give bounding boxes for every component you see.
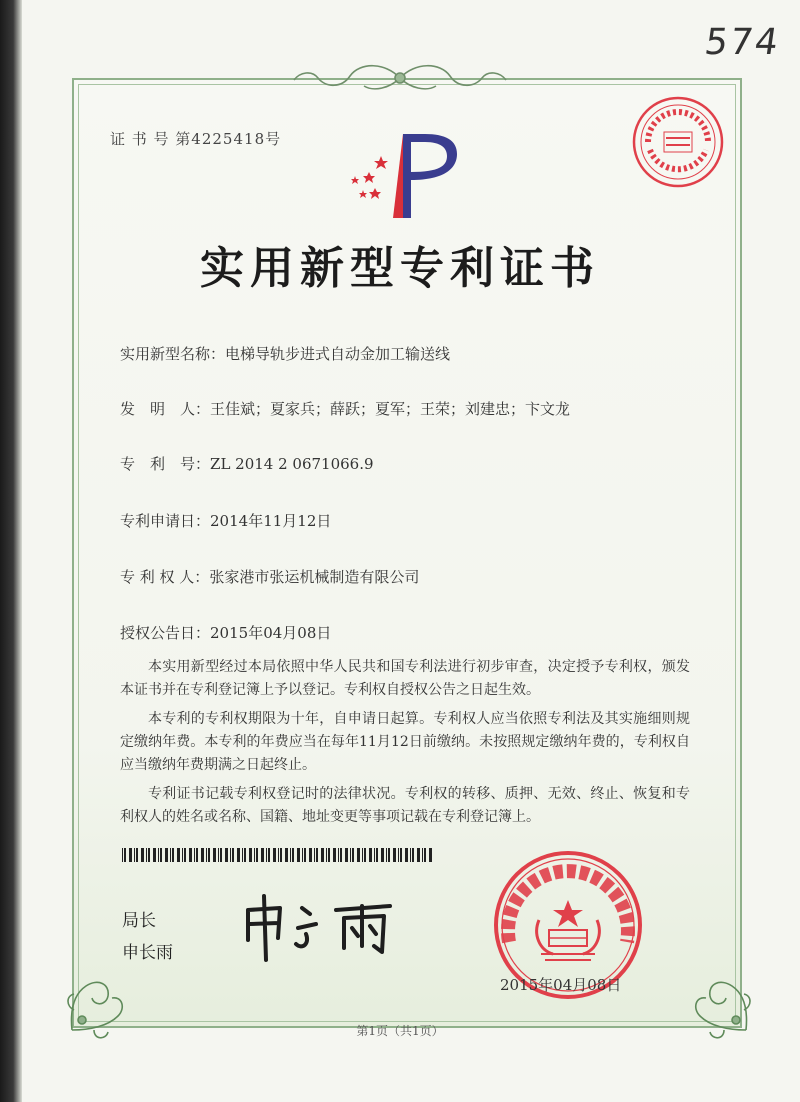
director-signature <box>240 888 420 968</box>
barcode-bar <box>278 848 279 862</box>
inventor-value: 王佳斌；夏家兵；薛跃；夏军；王荣；刘建忠；卞文龙 <box>210 400 571 418</box>
barcode-bar <box>213 848 216 862</box>
barcode-bar <box>328 848 330 862</box>
barcode-bar <box>158 848 159 862</box>
barcode-bar <box>302 848 303 862</box>
barcode-bar <box>124 848 126 862</box>
barcode-bar <box>304 848 306 862</box>
seal-date: 2015年04月08日 <box>500 976 622 994</box>
inventor-label: 发 明 人： <box>120 400 211 418</box>
director-name: 申长雨 <box>122 943 173 963</box>
barcode-bar <box>388 848 390 862</box>
application-date-row <box>120 510 331 531</box>
barcode-bar <box>208 848 210 862</box>
barcode-bar <box>153 848 156 862</box>
barcode-bar <box>249 848 252 862</box>
grant-date-value: 2015年04月08日 <box>210 624 332 642</box>
grant-date-label: 授权公告日： <box>120 624 211 642</box>
barcode-bar <box>400 848 402 862</box>
page-number: 第1页（共1页） <box>356 1024 444 1038</box>
barcode-bar <box>184 848 186 862</box>
barcode-bar <box>165 848 168 862</box>
patent-number-value: ZL 2014 2 0671066.9 <box>210 455 374 473</box>
barcode-bar <box>309 848 312 862</box>
certificate-body <box>120 656 690 835</box>
barcode-bar <box>146 848 147 862</box>
barcode-bar <box>218 848 219 862</box>
barcode-bar <box>374 848 375 862</box>
barcode <box>122 848 432 862</box>
scan-edge <box>0 0 22 1102</box>
inventor-row <box>120 398 570 419</box>
barcode-bar <box>410 848 411 862</box>
barcode-bar <box>268 848 270 862</box>
barcode-bar <box>237 848 240 862</box>
barcode-bar <box>177 848 180 862</box>
barcode-bar <box>134 848 135 862</box>
barcode-bar <box>242 848 243 862</box>
patent-number-row <box>120 453 374 474</box>
patentee-label: 专 利 权 人： <box>120 568 210 586</box>
barcode-bar <box>352 848 354 862</box>
barcode-bar <box>122 848 123 862</box>
barcode-bar <box>321 848 324 862</box>
barcode-bar <box>182 848 183 862</box>
handwritten-number: 574 <box>702 22 783 63</box>
barcode-bar <box>232 848 234 862</box>
utility-model-name-label: 实用新型名称： <box>120 345 226 363</box>
barcode-bar <box>340 848 342 862</box>
barcode-bar <box>254 848 255 862</box>
top-ornament <box>290 58 510 98</box>
barcode-bar <box>326 848 327 862</box>
application-date-value: 2014年11月12日 <box>210 512 332 530</box>
barcode-bar <box>398 848 399 862</box>
barcode-bar <box>172 848 174 862</box>
certificate-title: 实用新型专利证书 <box>200 243 600 294</box>
director-title: 局长 <box>122 911 156 931</box>
barcode-bar <box>381 848 384 862</box>
barcode-bar <box>285 848 288 862</box>
patentee-value: 张家港市张运机械制造有限公司 <box>209 568 420 586</box>
barcode-bar <box>273 848 276 862</box>
barcode-bar <box>206 848 207 862</box>
barcode-bar <box>225 848 228 862</box>
barcode-bar <box>429 848 432 862</box>
barcode-bar <box>364 848 366 862</box>
barcode-bar <box>160 848 162 862</box>
grant-date-row <box>120 622 331 643</box>
body-paragraph: 专利证书记载专利权登记时的法律状况。专利权的转移、质押、无效、终止、恢复和专利权人的姓名或名称、国籍、地址变更等事项记载在专利登记簿上。 <box>120 786 690 825</box>
barcode-bar <box>266 848 267 862</box>
barcode-bar <box>292 848 294 862</box>
barcode-bar <box>412 848 414 862</box>
barcode-bar <box>362 848 363 862</box>
barcode-bar <box>148 848 150 862</box>
barcode-bar <box>345 848 348 862</box>
registration-stamp <box>628 92 728 192</box>
body-paragraph: 本实用新型经过本局依照中华人民共和国专利法进行初步审查，决定授予专利权，颁发本证书并在专利登记簿上予以登记。专利权自授权公告之日起生效。 <box>120 659 690 698</box>
barcode-bar <box>261 848 264 862</box>
barcode-bar <box>230 848 231 862</box>
barcode-bar <box>350 848 351 862</box>
barcode-bar <box>386 848 387 862</box>
barcode-bar <box>129 848 132 862</box>
barcode-bar <box>297 848 300 862</box>
patent-office-logo <box>345 128 465 224</box>
barcode-bar <box>316 848 318 862</box>
barcode-bar <box>376 848 378 862</box>
barcode-bar <box>141 848 144 862</box>
barcode-bar <box>424 848 426 862</box>
patentee-row <box>120 566 419 587</box>
barcode-bar <box>220 848 222 862</box>
certificate-number: 证 书 号 第4225418号 <box>110 130 282 148</box>
barcode-bar <box>405 848 408 862</box>
barcode-bar <box>338 848 339 862</box>
barcode-bar <box>196 848 198 862</box>
barcode-bar <box>201 848 204 862</box>
barcode-bar <box>417 848 420 862</box>
barcode-bar <box>136 848 138 862</box>
application-date-label: 专利申请日： <box>120 512 211 530</box>
barcode-bar <box>393 848 396 862</box>
body-paragraph: 本专利的专利权期限为十年，自申请日起算。专利权人应当依照专利法及其实施细则规定缴纳年费。本专利的年费应当在每年11月12日前缴纳。未按照规定缴纳年费的，专利权自应当缴纳年费期满之日起终止。 <box>120 711 690 773</box>
barcode-bar <box>333 848 336 862</box>
utility-model-name-row <box>120 343 450 364</box>
utility-model-name-value: 电梯导轨步进式自动金加工输送线 <box>225 345 451 363</box>
barcode-bar <box>280 848 282 862</box>
barcode-bar <box>290 848 291 862</box>
barcode-bar <box>170 848 171 862</box>
barcode-bar <box>194 848 195 862</box>
barcode-bar <box>369 848 372 862</box>
patent-number-label: 专 利 号： <box>120 455 211 473</box>
barcode-bar <box>422 848 423 862</box>
barcode-bar <box>256 848 258 862</box>
barcode-bar <box>189 848 192 862</box>
barcode-bar <box>314 848 315 862</box>
barcode-bar <box>357 848 360 862</box>
barcode-bar <box>244 848 246 862</box>
